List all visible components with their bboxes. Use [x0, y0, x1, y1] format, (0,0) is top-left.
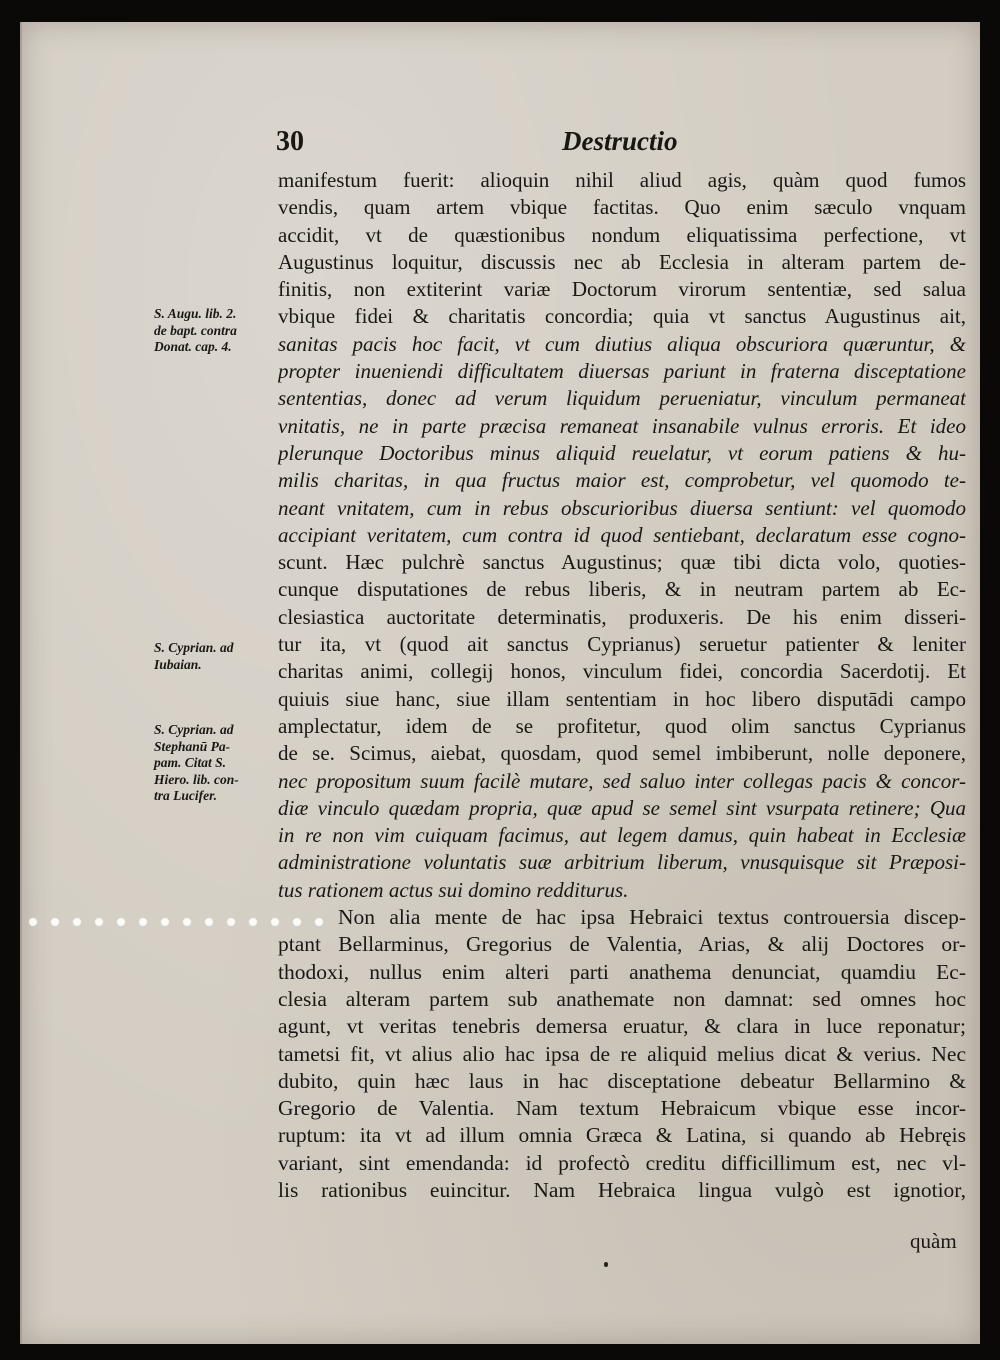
text-line: dubito, quin hæc laus in hac disceptatione debeatur Bellarmino & [278, 1068, 966, 1093]
margin-note-line: tra Lucifer. [154, 788, 217, 803]
text-line: ruptum: ita vt ad illum omnia Græca & Latina, si quando ab Hebręis [278, 1123, 966, 1148]
text-line: tur ita, vt (quod ait sanctus Cyprianus) seruetur patienter & leniter [278, 632, 966, 657]
ink-speck [604, 1262, 608, 1267]
book-page [20, 22, 980, 1344]
text-line: accipiant veritatem, cum contra id quod sentiebant, declaratum esse cogno- [278, 522, 966, 547]
margin-note-line: S. Cyprian. ad [154, 722, 234, 737]
text-line: Gregorio de Valentia. Nam textum Hebraicum vbique esse incor- [278, 1096, 966, 1121]
margin-note-line: S. Cyprian. ad [154, 640, 234, 655]
margin-note-line: Hiero. lib. con- [154, 771, 239, 787]
text-line: charitas animi, collegij honos, vinculum fidei, concordia Sacerdotij. Et [278, 659, 966, 684]
text-line: Non alia mente de hac ipsa Hebraici textus controuersia discep- [338, 905, 966, 930]
body-text [278, 167, 966, 1204]
text-line: sanitas pacis hoc facit, vt cum diutius aliqua obscuriora quæruntur, & [278, 331, 966, 356]
margin-note-line: S. Augu. lib. 2. [154, 306, 237, 321]
margin-note-line: Donat. cap. 4. [154, 339, 232, 354]
text-line: ptant Bellarminus, Gregorius de Valentia, Arias, & alij Doctores or- [278, 932, 966, 957]
text-line: cunque disputationes de rebus liberis, & in neutram partem ab Ec- [278, 577, 966, 602]
text-line: nec propositum suum facilè mutare, sed saluo inter collegas pacis & concor- [278, 768, 966, 793]
text-line: de se. Scimus, aiebat, quosdam, quod semel imbiberunt, nolle deponere, [278, 741, 966, 766]
text-line: thodoxi, nullus enim alteri parti anathema denunciat, quamdiu Ec- [278, 959, 966, 984]
text-line: amplectatur, idem de se profitetur, quod olim sanctus Cyprianus [278, 713, 966, 738]
text-line: agunt, vt veritas tenebris demersa eruatur, & clara in luce reponatur; [278, 1014, 966, 1039]
margin-note-line: pam. Citat S. [154, 755, 227, 770]
page-number: 30 [276, 126, 304, 157]
text-line: propter inueniendi difficultatem diuersas pariunt in fraterna disceptatione [278, 359, 966, 384]
text-line: Augustinus loquitur, discussis nec ab Ecclesia in alteram partem de- [278, 249, 966, 274]
text-line: scunt. Hæc pulchrè sanctus Augustinus; quæ tibi dicta volo, quoties- [278, 550, 966, 575]
text-line: vbique fidei & charitatis concordia; quia vt sanctus Augustinus ait, [278, 304, 966, 329]
catchword: quàm [910, 1229, 957, 1253]
text-line: plerunque Doctoribus minus aliquid reuelatur, vt eorum patiens & hu- [278, 440, 966, 465]
margin-note-line: Iubaian. [154, 656, 202, 672]
margin-note-line: Stephanū Pa- [154, 738, 231, 754]
text-line: clesia alteram partem sub anathemate non damnat: sed omnes hoc [278, 986, 966, 1011]
running-head: Destructio [562, 126, 678, 156]
text-line: variant, sint emendanda: id profectò creditu difficillimum est, nec vl- [278, 1150, 966, 1175]
text-line: vnitatis, ne in parte præcisa remaneat insanabile vulnus erroris. Et ideo [278, 413, 966, 438]
text-line: tametsi fit, vt alius alio hac ipsa de re aliquid melius dicat & verius. Nec [278, 1041, 966, 1066]
text-line: diæ vinculo quædam propria, quæ apud se semel sint vsurpata retinere; Qua [278, 795, 966, 820]
text-line: quiuis siue hanc, siue illam sententiam in hoc libero disputādi campo [278, 686, 966, 711]
text-line: milis charitas, in qua fructus maior est, comprobetur, vel quomodo te- [278, 468, 966, 493]
text-line: sententias, donec ad verum liquidum perueniatur, vinculum permaneat [278, 386, 966, 411]
text-line: finitis, non extiterint variæ Doctorum virorum sententiæ, sed salua [278, 277, 966, 302]
text-line: lis rationibus euincitur. Nam Hebraica lingua vulgò est ignotior, [278, 1177, 966, 1202]
text-line: accidit, vt de quæstionibus nondum eliquatissima perfectione, vt [278, 222, 966, 247]
margin-note-cyprian-iubaian [154, 640, 274, 673]
margin-note-cyprian-stephanus [154, 722, 274, 805]
page-header [22, 126, 980, 166]
text-line: clesiastica auctoritate determinatis, produxeris. De his enim disseri- [278, 604, 966, 629]
text-line: neant vnitatem, cum in rebus obscurioribus diuersa sentiunt: vel quomodo [278, 495, 966, 520]
text-line: tus rationem actus sui domino redditurus. [278, 877, 629, 902]
margin-note-line: de bapt. contra [154, 322, 237, 338]
text-line: administratione voluntatis suæ arbitrium liberum, vnusquisque sit Præposi- [278, 850, 966, 875]
text-line: manifestum fuerit: alioquin nihil aliud agis, quàm quod fumos [278, 168, 966, 192]
margin-note-augustine [154, 306, 274, 356]
text-line: vendis, quam artem vbique factitas. Quo enim sæculo vnquam [278, 195, 966, 220]
text-line: in re non vim cuiquam facimus, aut legem damus, quin habeat in Ecclesiæ [278, 823, 966, 848]
